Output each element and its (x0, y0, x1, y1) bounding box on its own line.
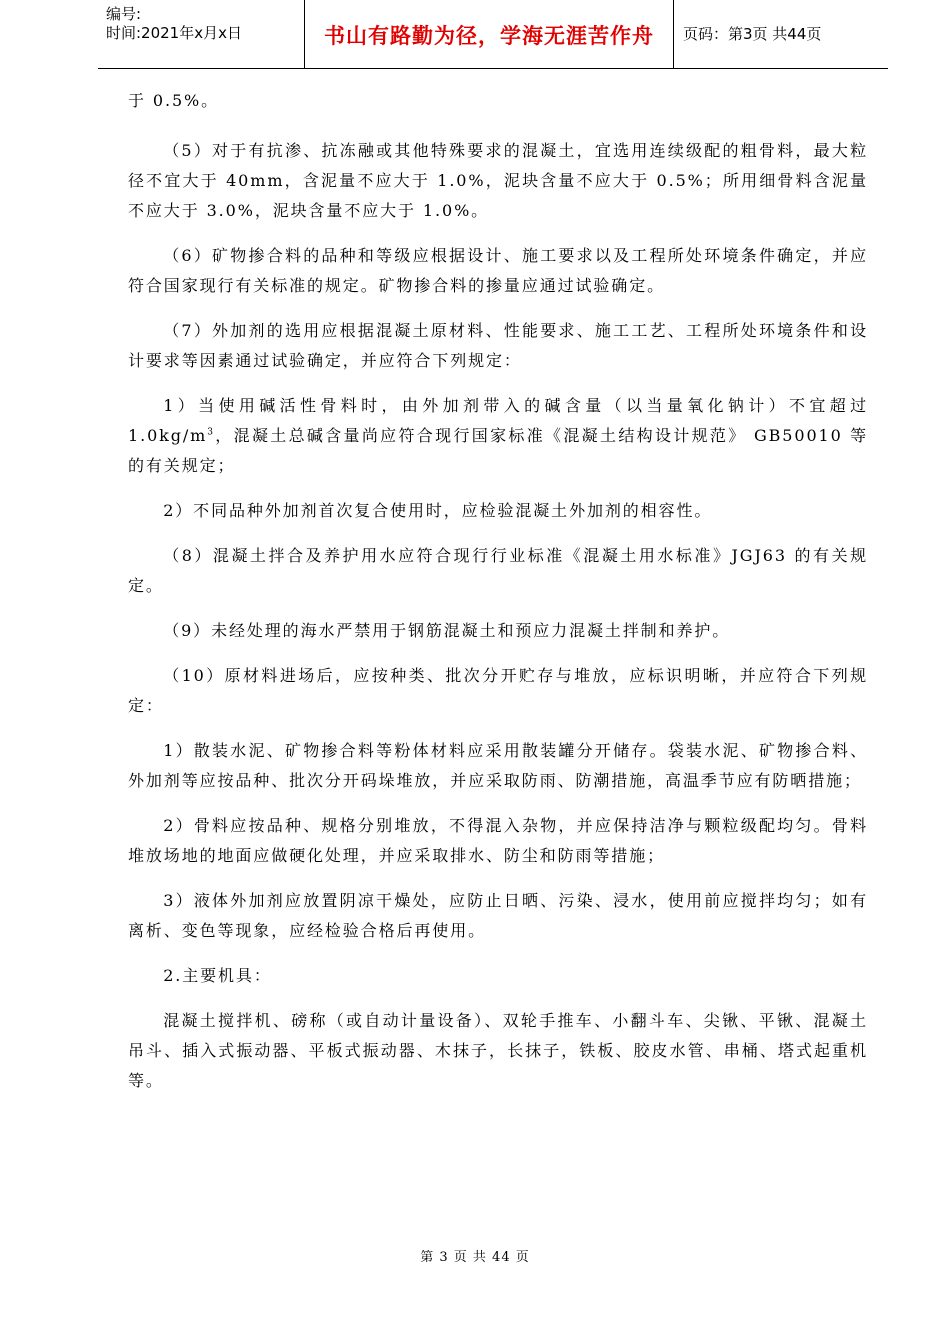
header-meta (98, 0, 304, 68)
paragraph (128, 391, 868, 481)
page-footer: 第 3 页 共 44 页 (420, 1250, 530, 1265)
paragraph: 混凝土搅拌机、磅称（或自动计量设备）、双轮手推车、小翻斗车、尖锹、平锹、混凝土吊斗、插入式振动器、平板式振动器、木抹子，长抹子，铁板、胶皮水管、串桶、塔式起重机等。 (128, 1011, 868, 1090)
paragraph: （5）对于有抗渗、抗冻融或其他特殊要求的混凝土，宜选用连续级配的粗骨料，最大粒径不宜大于 40mm，含泥量不应大于 1.0%，泥块含量不应大于 0.5%；所用细骨料含泥量不应大于 3.0%，泥块含量不应大于 1.0%。 (128, 141, 868, 220)
superscript: 3 (207, 427, 215, 438)
paragraph: （7）外加剂的选用应根据混凝土原材料、性能要求、施工工艺、工程所处环境条件和设计要求等因素通过试验确定，并应符合下列规定： (128, 321, 868, 370)
section-heading: 2.主要机具： (163, 966, 272, 985)
header-page-info: 页码：第3页 共44页 (683, 25, 822, 43)
paragraph-text: 1）当使用碱活性骨料时，由外加剂带入的碱含量（以当量氧化钠计）不宜超过 1.0kg/m (128, 396, 868, 445)
document-number-label: 编号: (106, 5, 142, 23)
paragraph: （6）矿物掺合料的品种和等级应根据设计、施工要求以及工程所处环境条件确定，并应符合国家现行有关标准的规定。矿物掺合料的掺量应通过试验确定。 (128, 246, 868, 295)
page-header (98, 0, 888, 69)
paragraph: 1）散装水泥、矿物掺合料等粉体材料应采用散装罐分开储存。袋装水泥、矿物掺合料、外加剂等应按品种、批次分开码垛堆放，并应采取防雨、防潮措施，高温季节应有防晒措施； (128, 741, 868, 790)
document-time-label: 时间:2021年x月x日 (106, 24, 242, 42)
paragraph: 3）液体外加剂应放置阴凉干燥处，应防止日晒、污染、浸水，使用前应搅拌均匀；如有离析、变色等现象，应经检验合格后再使用。 (128, 891, 868, 940)
header-divider (673, 0, 674, 68)
header-motto: 书山有路勤为径，学海无涯苦作舟 (324, 24, 654, 48)
paragraph: 2）骨料应按品种、规格分别堆放，不得混入杂物，并应保持洁净与颗粒级配均匀。骨料堆放场地的地面应做硬化处理，并应采取排水、防尘和防雨等措施； (128, 816, 868, 865)
paragraph-text: ，混凝土总碱含量尚应符合现行国家标准《混凝土结构设计规范》 GB50010 等的有关规定； (128, 426, 868, 475)
document-body (128, 86, 868, 1111)
paragraph: 2）不同品种外加剂首次复合使用时，应检验混凝土外加剂的相容性。 (163, 501, 713, 520)
paragraph: （10）原材料进场后，应按种类、批次分开贮存与堆放，应标识明晰，并应符合下列规定： (128, 666, 868, 715)
paragraph: （8）混凝土拌合及养护用水应符合现行行业标准《混凝土用水标准》JGJ63 的有关规定。 (128, 546, 868, 595)
paragraph: （9）未经处理的海水严禁用于钢筋混凝土和预应力混凝土拌制和养护。 (163, 621, 731, 640)
paragraph: 于 0.5%。 (128, 91, 220, 110)
